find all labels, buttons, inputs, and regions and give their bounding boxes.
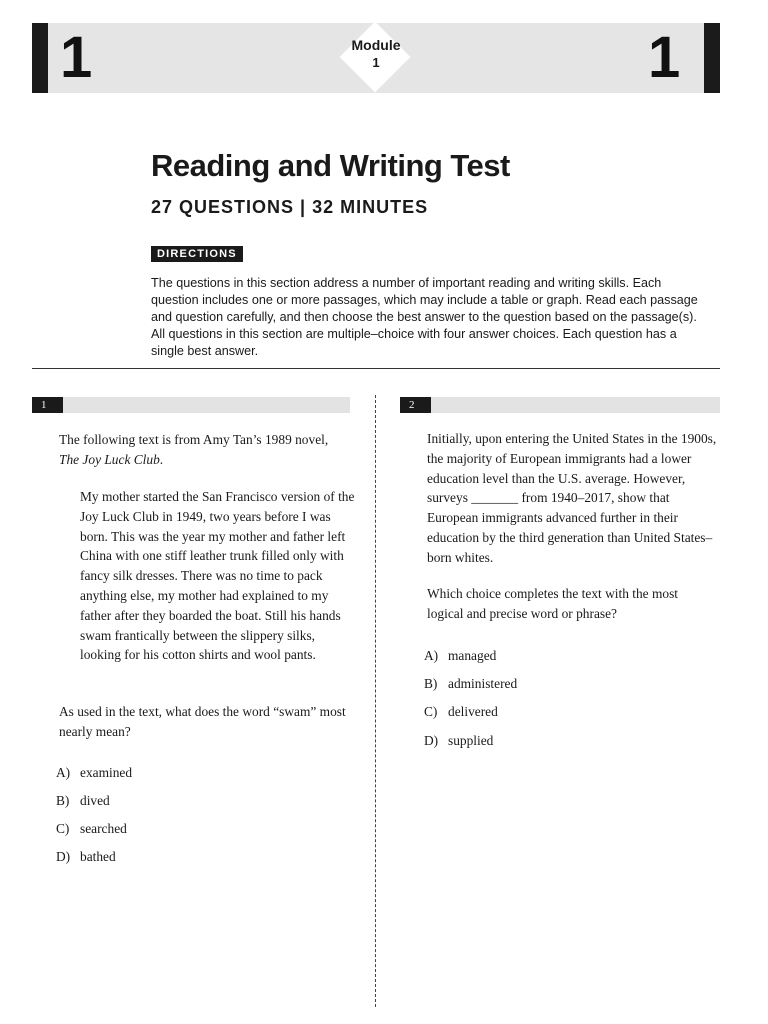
choice-letter: A) bbox=[56, 765, 71, 780]
choice-text: delivered bbox=[448, 704, 498, 719]
choice-text: bathed bbox=[80, 849, 116, 864]
module-number-right: 1 bbox=[648, 25, 681, 90]
question-1-choice-a[interactable] bbox=[56, 763, 132, 783]
choice-text: dived bbox=[80, 793, 110, 808]
choice-text: examined bbox=[80, 765, 133, 780]
question-1-intro-end: . bbox=[159, 451, 164, 467]
question-1-prompt: As used in the text, what does the word “swam” most nearly mean? bbox=[59, 704, 346, 739]
choice-letter: D) bbox=[424, 733, 439, 748]
question-2-choice-a[interactable] bbox=[424, 646, 496, 666]
choice-letter: C) bbox=[56, 821, 70, 836]
choice-letter: B) bbox=[56, 793, 70, 808]
column-divider bbox=[375, 395, 376, 1007]
module-number-left: 1 bbox=[60, 25, 93, 90]
question-2-choice-b[interactable] bbox=[424, 674, 517, 694]
question-1-number: 1 bbox=[32, 397, 63, 413]
question-2-choice-c[interactable] bbox=[424, 702, 498, 722]
left-edge-bar bbox=[32, 23, 48, 93]
module-label bbox=[340, 36, 412, 72]
question-1-passage: My mother started the San Francisco version of the Joy Luck Club in 1949, two years before I was born. This was the year my mother and father left China with one stiff leather trunk filled only with fancy silk dresses. There was no time to pack anything else, my mother had explained to my father after they boarded the boat. Still his hands swam frantically between the slippery silks, looking for his cotton shirts and wool pants. bbox=[80, 489, 355, 663]
test-subtitle: 27 QUESTIONS | 32 MINUTES bbox=[151, 197, 429, 217]
test-title: Reading and Writing Test bbox=[151, 148, 510, 183]
choice-letter: D) bbox=[56, 849, 71, 864]
question-2-choice-d[interactable] bbox=[424, 731, 493, 751]
question-1-source-title: The Joy Luck Club bbox=[59, 451, 160, 467]
module-diamond-badge bbox=[340, 22, 412, 94]
question-1-choice-c[interactable] bbox=[56, 819, 127, 839]
choice-letter: C) bbox=[424, 704, 438, 719]
section-divider bbox=[32, 368, 720, 369]
directions-tag: DIRECTIONS bbox=[151, 246, 243, 262]
question-1-header-bar bbox=[32, 397, 350, 413]
choice-text: managed bbox=[448, 648, 497, 663]
question-1-choice-d[interactable] bbox=[56, 847, 116, 867]
directions-text: The questions in this section address a number of important reading and writing skills. Each question includes one or more passages, which may include a table or graph. Read each passage and question carefully, and then choose the best answer to the question based on the passage(s). All questions in this section are multiple–choice with four answer choices. Each question has a single best answer. bbox=[151, 276, 698, 358]
choice-letter: B) bbox=[424, 676, 438, 691]
question-2-prompt: Which choice completes the text with the most logical and precise word or phrase? bbox=[427, 586, 679, 621]
module-label-number: 1 bbox=[372, 55, 380, 70]
question-2-header-bar bbox=[400, 397, 720, 413]
module-label-text: Module bbox=[351, 37, 401, 53]
choice-text: searched bbox=[80, 821, 127, 836]
right-edge-bar bbox=[704, 23, 720, 93]
question-1-intro bbox=[59, 430, 359, 470]
question-1-intro-text: The following text is from Amy Tan’s 1989 novel, bbox=[59, 432, 329, 447]
question-1-choice-b[interactable] bbox=[56, 791, 110, 811]
choice-letter: A) bbox=[424, 648, 439, 663]
choice-text: supplied bbox=[448, 733, 494, 748]
question-2-number: 2 bbox=[400, 397, 431, 413]
question-2-passage: Initially, upon entering the United States in the 1900s, the majority of European immigrants had a lower education level than the U.S. average. However, surveys _______ from 1940–2017, show that European immigrants advanced further in their education by the third generation than United States–born whites. bbox=[427, 431, 717, 565]
choice-text: administered bbox=[448, 676, 518, 691]
